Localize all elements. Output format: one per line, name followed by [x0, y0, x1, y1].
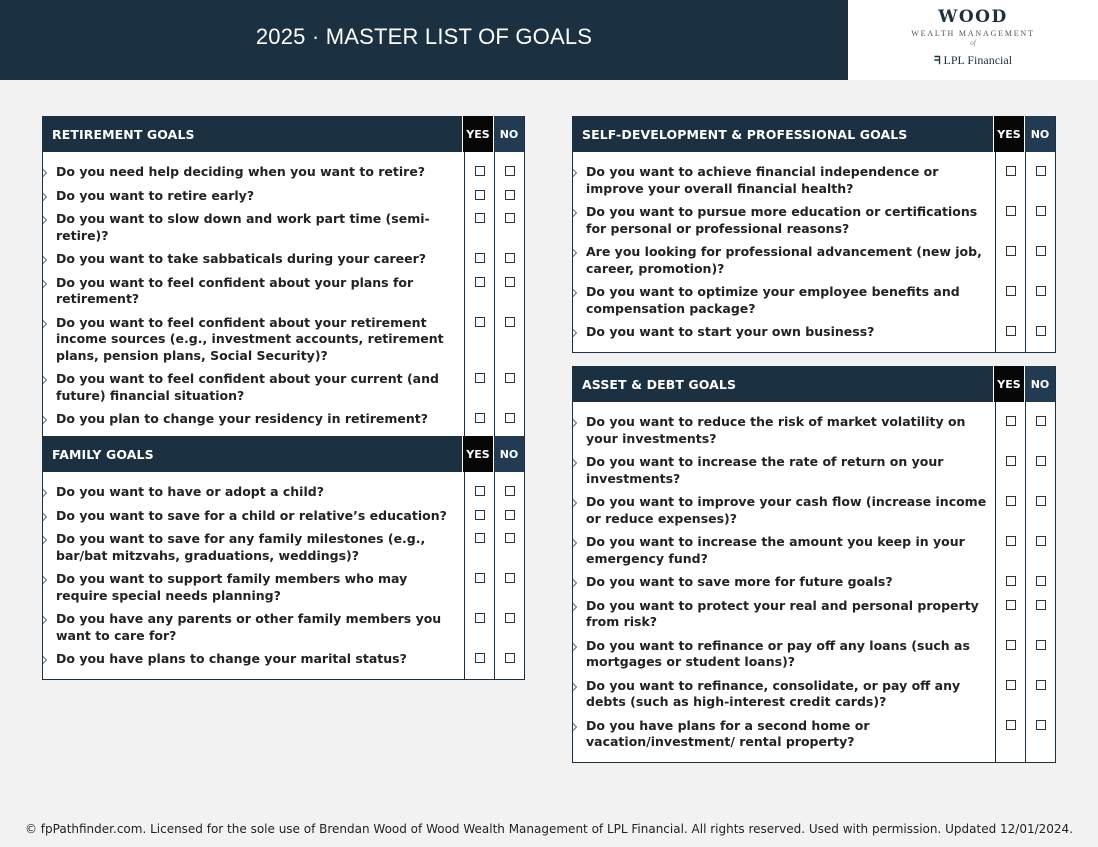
yes-checkbox[interactable]: [475, 486, 485, 496]
question-row: [43, 607, 524, 647]
no-column-header: NO: [493, 116, 524, 152]
question-row: [43, 527, 524, 567]
question-row: [43, 480, 524, 504]
logo-partner: [848, 53, 1098, 68]
question-row: [573, 570, 1055, 594]
question-row: [573, 530, 1055, 570]
yes-column-header: YES: [462, 116, 493, 152]
question-row: [43, 311, 524, 368]
yes-checkbox[interactable]: [475, 510, 485, 520]
no-checkbox[interactable]: [505, 613, 515, 623]
question-text: Do you want to slow down and work part time (semi-retire)?: [43, 207, 464, 247]
no-checkbox[interactable]: [1036, 246, 1046, 256]
question-row: [573, 594, 1055, 634]
yes-checkbox[interactable]: [475, 253, 485, 263]
no-checkbox[interactable]: [505, 190, 515, 200]
question-row: [43, 407, 524, 431]
question-row: [573, 674, 1055, 714]
logo-partner-name: LPL Financial: [943, 53, 1013, 67]
question-row: [43, 567, 524, 607]
question-row: [573, 634, 1055, 674]
question-text: Do you want to save for any family milestones (e.g., bar/bat mitzvahs, graduations, weddings)?: [43, 527, 464, 567]
section-title: SELF-DEVELOPMENT & PROFESSIONAL GOALS: [582, 126, 908, 142]
yes-checkbox[interactable]: [1006, 166, 1016, 176]
question-row: [43, 207, 524, 247]
no-checkbox[interactable]: [505, 510, 515, 520]
no-checkbox[interactable]: [505, 213, 515, 223]
yes-checkbox[interactable]: [1006, 286, 1016, 296]
question-row: [43, 160, 524, 184]
yes-checkbox[interactable]: [475, 213, 485, 223]
question-row: [573, 320, 1055, 344]
question-text: Do you want to start your own business?: [573, 320, 995, 344]
question-text: Do you want to feel confident about your plans for retirement?: [43, 271, 464, 311]
section-header: [43, 436, 524, 472]
section-asset-debt-goals: [572, 366, 1056, 763]
yes-checkbox[interactable]: [475, 190, 485, 200]
question-row: [573, 160, 1055, 200]
question-text: Do you want to retire early?: [43, 184, 464, 208]
yes-checkbox[interactable]: [475, 533, 485, 543]
lpl-logo-icon: ᖷ: [933, 54, 941, 67]
no-checkbox[interactable]: [505, 253, 515, 263]
question-text: Do you have plans for a second home or vacation/investment/ rental property?: [573, 714, 995, 754]
question-text: Do you want to pursue more education or certifications for personal or professional reasons?: [573, 200, 995, 240]
no-checkbox[interactable]: [505, 533, 515, 543]
logo-of: of: [970, 39, 976, 47]
yes-checkbox[interactable]: [475, 573, 485, 583]
yes-checkbox[interactable]: [475, 613, 485, 623]
question-text: Do you want to increase the amount you keep in your emergency fund?: [573, 530, 995, 570]
yes-checkbox[interactable]: [1006, 720, 1016, 730]
question-text: Do you have plans to change your marital status?: [43, 647, 464, 671]
yes-checkbox[interactable]: [475, 373, 485, 383]
yes-checkbox[interactable]: [475, 653, 485, 663]
question-text: Do you want to achieve financial independence or improve your overall financial health?: [573, 160, 995, 200]
question-row: [573, 280, 1055, 320]
question-text: Do you want to refinance, consolidate, or pay off any debts (such as high-interest credit cards)?: [573, 674, 995, 714]
no-checkbox[interactable]: [505, 373, 515, 383]
question-text: Do you want to support family members who may require special needs planning?: [43, 567, 464, 607]
section-title: FAMILY GOALS: [52, 446, 154, 462]
question-row: [43, 367, 524, 407]
no-column-header: NO: [1024, 366, 1055, 402]
yes-column-header: YES: [993, 366, 1024, 402]
question-list: [43, 152, 524, 439]
no-checkbox[interactable]: [505, 413, 515, 423]
no-checkbox[interactable]: [1036, 456, 1046, 466]
question-text: Do you need help deciding when you want to retire?: [43, 160, 464, 184]
question-list: [573, 152, 1055, 352]
no-checkbox[interactable]: [1036, 640, 1046, 650]
no-column-header: NO: [493, 436, 524, 472]
question-row: [43, 504, 524, 528]
question-list: [573, 402, 1055, 762]
question-text: Are you looking for professional advancement (new job, career, promotion)?: [573, 240, 995, 280]
section-title: ASSET & DEBT GOALS: [582, 376, 737, 392]
section-header: [573, 366, 1055, 402]
question-row: [43, 184, 524, 208]
yes-checkbox[interactable]: [1006, 246, 1016, 256]
yes-checkbox[interactable]: [1006, 206, 1016, 216]
yes-checkbox[interactable]: [1006, 680, 1016, 690]
section-retirement-goals: [42, 116, 525, 440]
section-family-goals: [42, 436, 525, 680]
question-row: [573, 410, 1055, 450]
question-row: [43, 271, 524, 311]
no-checkbox[interactable]: [505, 573, 515, 583]
no-column-header: NO: [1024, 116, 1055, 152]
question-row: [573, 450, 1055, 490]
yes-checkbox[interactable]: [1006, 576, 1016, 586]
question-text: Do you want to save for a child or relative’s education?: [43, 504, 464, 528]
yes-column-header: YES: [462, 436, 493, 472]
copyright-footer: © fpPathfinder.com. Licensed for the sole use of Brendan Wood of Wood Wealth Management of LPL Financial. All rights reserved. Used with permission. Updated 12/01/2024.: [24, 822, 1073, 836]
no-checkbox[interactable]: [505, 653, 515, 663]
no-checkbox[interactable]: [505, 166, 515, 176]
question-text: Do you want to save more for future goals?: [573, 570, 995, 594]
header-bar: [0, 0, 848, 80]
question-list: [43, 472, 524, 679]
question-text: Do you want to optimize your employee benefits and compensation package?: [573, 280, 995, 320]
no-checkbox[interactable]: [1036, 496, 1046, 506]
no-checkbox[interactable]: [1036, 206, 1046, 216]
no-checkbox[interactable]: [505, 277, 515, 287]
question-text: Do you want to improve your cash flow (increase income or reduce expenses)?: [573, 490, 995, 530]
question-text: Do you want to feel confident about your retirement income sources (e.g., investment accounts, retirement plans, pension plans, Social Security)?: [43, 311, 464, 368]
no-checkbox[interactable]: [505, 317, 515, 327]
page-title: 2025 · MASTER LIST OF GOALS: [255, 24, 593, 49]
yes-checkbox[interactable]: [1006, 536, 1016, 546]
question-text: Do you want to have or adopt a child?: [43, 480, 464, 504]
no-checkbox[interactable]: [1036, 600, 1046, 610]
yes-checkbox[interactable]: [475, 166, 485, 176]
yes-checkbox[interactable]: [1006, 416, 1016, 426]
question-text: Do you have any parents or other family members you want to care for?: [43, 607, 464, 647]
question-row: [43, 647, 524, 671]
no-checkbox[interactable]: [1036, 536, 1046, 546]
firm-logo: [848, 0, 1098, 80]
yes-checkbox[interactable]: [475, 317, 485, 327]
no-checkbox[interactable]: [505, 486, 515, 496]
section-header: [573, 116, 1055, 152]
question-text: Do you plan to change your residency in retirement?: [43, 407, 464, 431]
no-checkbox[interactable]: [1036, 166, 1046, 176]
question-row: [573, 240, 1055, 280]
question-row: [573, 200, 1055, 240]
no-checkbox[interactable]: [1036, 326, 1046, 336]
question-text: Do you want to protect your real and personal property from risk?: [573, 594, 995, 634]
section-title: RETIREMENT GOALS: [52, 126, 195, 142]
no-checkbox[interactable]: [1036, 286, 1046, 296]
question-row: [573, 714, 1055, 754]
no-checkbox[interactable]: [1036, 416, 1046, 426]
question-text: Do you want to increase the rate of return on your investments?: [573, 450, 995, 490]
yes-checkbox[interactable]: [1006, 326, 1016, 336]
yes-checkbox[interactable]: [1006, 600, 1016, 610]
no-checkbox[interactable]: [1036, 680, 1046, 690]
yes-checkbox[interactable]: [1006, 640, 1016, 650]
yes-column-header: YES: [993, 116, 1024, 152]
yes-checkbox[interactable]: [1006, 496, 1016, 506]
section-self-development-goals: [572, 116, 1056, 353]
logo-subtitle: WEALTH MANAGEMENT: [911, 29, 1035, 38]
question-text: Do you want to feel confident about your current (and future) financial situation?: [43, 367, 464, 407]
question-text: Do you want to reduce the risk of market volatility on your investments?: [573, 410, 995, 450]
yes-checkbox[interactable]: [1006, 456, 1016, 466]
no-checkbox[interactable]: [1036, 720, 1046, 730]
logo-name: WOOD: [938, 7, 1008, 27]
yes-checkbox[interactable]: [475, 277, 485, 287]
section-header: [43, 116, 524, 152]
question-row: [573, 490, 1055, 530]
question-text: Do you want to take sabbaticals during your career?: [43, 247, 464, 271]
yes-checkbox[interactable]: [475, 413, 485, 423]
no-checkbox[interactable]: [1036, 576, 1046, 586]
question-text: Do you want to refinance or pay off any loans (such as mortgages or student loans)?: [573, 634, 995, 674]
question-row: [43, 247, 524, 271]
